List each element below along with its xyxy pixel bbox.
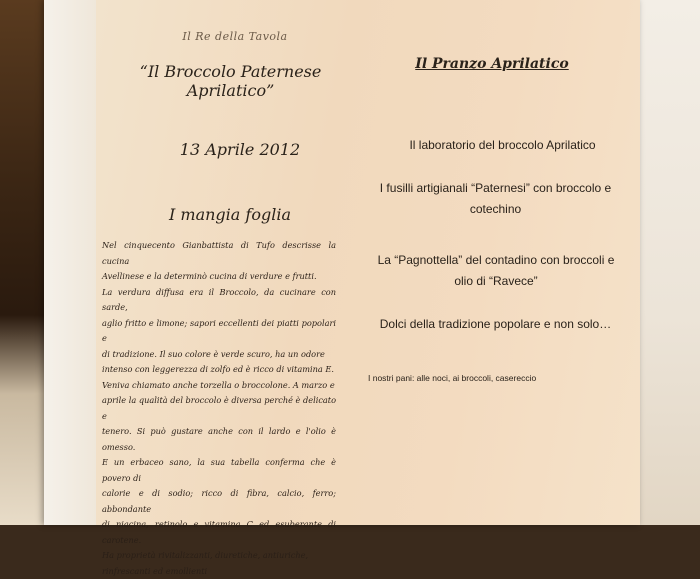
course-2-line-2: cotechino [368,199,623,220]
body-line: E un erbaceo sano, la sua tabella conferma che è povero di [102,455,336,486]
body-line: Veniva chiamato anche torzella o broccolone. A marzo e [102,378,336,394]
course-4 [368,314,623,335]
body-line: di niacina, retinolo e vitamina C ed esuberante di carotene. [102,517,336,548]
course-2-line-1: I fusilli artigianali “Paternesi” con broccolo e [368,178,623,199]
body-line: aprile la qualità del broccolo è diversa perché è delicato e [102,393,336,424]
background-right [636,0,700,525]
course-3-line-1: La “Pagnottella” del contadino con broccoli e [362,250,630,271]
course-2 [368,178,623,220]
body-text [102,238,336,579]
body-line: di tradizione. Il suo colore è verde scuro, ha un odore [102,347,336,363]
course-1-text: Il laboratorio del broccolo Aprilatico [409,138,595,152]
body-line: tenero. Si può gustare anche con il lardo e l'olio è omesso. [102,424,336,455]
header-title: “Il Broccolo Paternese Aprilatico” [98,62,363,100]
course-1 [380,135,625,156]
section-title: I mangia foglia [130,205,330,224]
body-line: La verdura diffusa era il Broccolo, da cucinare con sarde, [102,285,336,316]
event-date: 13 Aprile 2012 [140,140,340,159]
header-small: Il Re della Tavola [150,30,320,43]
breads-note: I nostri pani: alle noci, ai broccoli, casereccio [368,373,628,383]
body-line: rinfrescanti ed emollienti [102,564,336,579]
body-line: aglio fritto e limone; sapori eccellenti dei piatti popolari e [102,316,336,347]
course-3 [362,250,630,292]
body-line: intenso con leggerezza di zolfo ed è ricco di vitamina E. [102,362,336,378]
body-line: Avellinese e la determinò cucina di verdure e frutti. [102,269,336,285]
course-3-line-2: olio di “Ravece” [362,271,630,292]
body-line: calorie e di sodio; ricco di fibra, calcio, ferro; abbondante [102,486,336,517]
card-edge [44,0,96,525]
course-4-text: Dolci della tradizione popolare e non solo… [380,317,611,331]
menu-title: Il Pranzo Aprilatico [402,56,582,72]
body-line: Ha proprietà rivitalizzanti, diuretiche, antiuriche, [102,548,336,564]
body-line: Nel cinquecento Gianbattista di Tufo descrisse la cucina [102,238,336,269]
